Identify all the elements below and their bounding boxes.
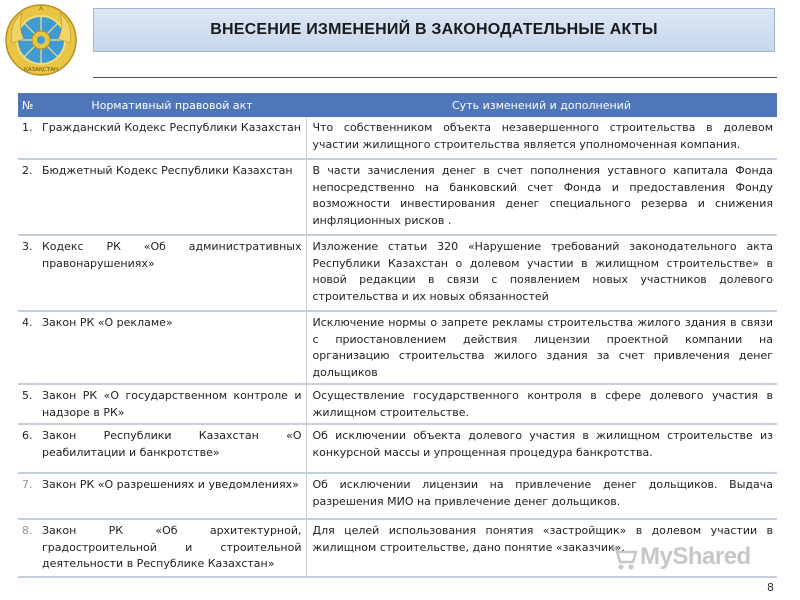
row-changes: Осуществление государственного контроля в сфере долевого участия в жилищном строительстве. xyxy=(306,384,777,424)
title-banner xyxy=(93,8,775,52)
watermark xyxy=(608,540,751,574)
row-number: 4. xyxy=(18,311,38,384)
shopping-cart-icon xyxy=(608,542,638,572)
svg-text:ҚАЗАҚСТАН: ҚАЗАҚСТАН xyxy=(24,67,58,73)
row-changes: Что собственником объекта незавершенного строительства в долевом участии жилищного строительства является уполномоченная компания. xyxy=(306,117,777,159)
row-changes: Для целей использования понятия «застройщик» в долевом участии в жилищном строительстве, дано понятие «заказчик». xyxy=(306,519,777,577)
row-changes: Об исключении объекта долевого участия в жилищном строительстве из конкурсной массы и упрощенная процедура банкротства. xyxy=(306,424,777,473)
page-title: ВНЕСЕНИЕ ИЗМЕНЕНИЙ В ЗАКОНОДАТЕЛЬНЫЕ АКТЫ xyxy=(210,21,658,38)
row-legal-act: Закон РК «О рекламе» xyxy=(38,311,306,384)
table-row xyxy=(18,235,777,311)
row-number: 7. xyxy=(18,473,38,519)
row-changes: Исключение нормы о запрете рекламы строительства жилого здания в связи с приостановлением действия лицензии проектной компании на организацию строительства жилого здания за счет привлечения денег дольщиков xyxy=(306,311,777,384)
row-legal-act: Закон РК «О государственном контроле и надзоре в РК» xyxy=(38,384,306,424)
table-row xyxy=(18,117,777,159)
table-row xyxy=(18,384,777,424)
row-legal-act: Гражданский Кодекс Республики Казахстан xyxy=(38,117,306,159)
amendments-table xyxy=(18,93,777,578)
row-number: 3. xyxy=(18,235,38,311)
header-changes: Суть изменений и дополнений xyxy=(306,93,777,117)
header-legal-act: Нормативный правовой акт xyxy=(38,93,306,117)
row-changes: В части зачисления денег в счет пополнения уставного капитала Фонда непосредственно на банковский счет Фонда и предоставления Фонду возможности инвестирования денег специального резерва и снижения инфляционных рисков . xyxy=(306,159,777,235)
row-number: 5. xyxy=(18,384,38,424)
table-row xyxy=(18,159,777,235)
table-row xyxy=(18,424,777,473)
row-number: 1. xyxy=(18,117,38,159)
divider-line xyxy=(93,77,777,78)
row-legal-act: Кодекс РК «Об административных правонарушениях» xyxy=(38,235,306,311)
row-number: 6. xyxy=(18,424,38,473)
table-header-row xyxy=(18,93,777,117)
row-legal-act: Закон РК «О разрешениях и уведомлениях» xyxy=(38,473,306,519)
table-row xyxy=(18,473,777,519)
row-legal-act: Закон РК «Об архитектурной, градостроительной и строительной деятельности в Республике Казахстан» xyxy=(38,519,306,577)
row-legal-act: Бюджетный Кодекс Республики Казахстан xyxy=(38,159,306,235)
row-changes: Изложение статьи 320 «Нарушение требований законодательного акта Республики Казахстан о долевом участии в жилищном строительстве» в новой редакции в связи с появлением новых участников долевого строительства и их новых обязанностей xyxy=(306,235,777,311)
row-number: 8. xyxy=(18,519,38,577)
watermark-text: MyShared xyxy=(640,543,751,570)
page-number: 8 xyxy=(767,581,774,594)
row-number: 2. xyxy=(18,159,38,235)
kazakhstan-emblem-icon xyxy=(4,3,78,77)
row-changes: Об исключении лицензии на привлечение денег дольщиков. Выдача разрешения МИО на привлечение денег дольщиков. xyxy=(306,473,777,519)
header-number: № xyxy=(18,93,38,117)
table-row xyxy=(18,311,777,384)
row-legal-act: Закон Республики Казахстан «О реабилитации и банкротстве» xyxy=(38,424,306,473)
